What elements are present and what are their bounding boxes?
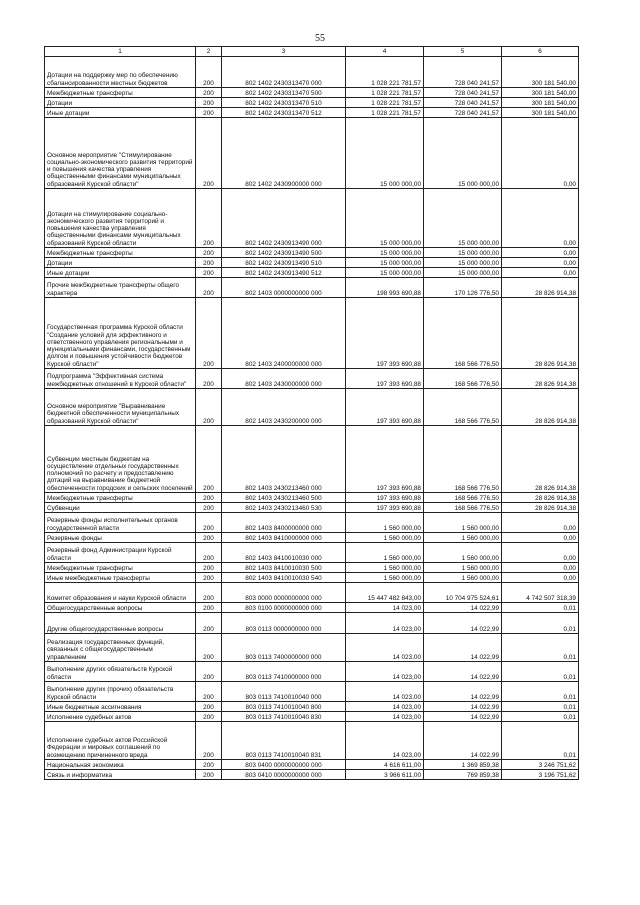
column-header: 4 xyxy=(346,47,424,57)
row-name-cell: Иные бюджетные ассигнования xyxy=(45,702,196,712)
table-row xyxy=(45,533,579,543)
table-row xyxy=(45,118,579,189)
table-header-row xyxy=(45,47,579,57)
row-code-cell: 803 0113 7410010040 831 xyxy=(222,722,346,760)
table-row xyxy=(45,108,579,118)
row-admin-cell: 200 xyxy=(196,248,222,258)
row-admin-cell: 200 xyxy=(196,722,222,760)
row-value-5-cell: 14 022,99 xyxy=(424,702,502,712)
row-code-cell: 803 0400 0000000000 000 xyxy=(222,760,346,770)
row-value-4-cell: 14 023,00 xyxy=(346,702,424,712)
column-header: 1 xyxy=(45,47,196,57)
row-value-6-cell: 300 181 540,00 xyxy=(502,98,579,108)
table-row xyxy=(45,563,579,573)
row-name-cell: Дотации xyxy=(45,98,196,108)
row-value-4-cell: 14 023,00 xyxy=(346,722,424,760)
row-code-cell: 803 0113 7410010040 800 xyxy=(222,702,346,712)
table-row xyxy=(45,493,579,503)
row-value-6-cell: 3 196 751,62 xyxy=(502,770,579,780)
row-admin-cell: 200 xyxy=(196,258,222,268)
table-row xyxy=(45,634,579,662)
row-admin-cell: 200 xyxy=(196,118,222,189)
row-code-cell: 802 1403 2400000000 000 xyxy=(222,298,346,369)
row-admin-cell: 200 xyxy=(196,533,222,543)
row-code-cell: 802 1402 2430313470 000 xyxy=(222,57,346,88)
row-name-cell: Выполнение других (прочих) обязательств Курской области xyxy=(45,682,196,702)
row-value-4-cell: 14 023,00 xyxy=(346,634,424,662)
row-value-5-cell: 1 560 000,00 xyxy=(424,563,502,573)
row-admin-cell: 200 xyxy=(196,543,222,563)
row-value-5-cell: 1 560 000,00 xyxy=(424,513,502,533)
row-value-4-cell: 15 447 482 843,00 xyxy=(346,583,424,603)
row-name-cell: Субвенции местным бюджетам на осуществление отдельных государственных полномочий по расчету и предоставлению дотаций на выравнивание бюджетной обеспеченности городских и сельских поселений xyxy=(45,426,196,493)
row-value-5-cell: 14 022,99 xyxy=(424,662,502,682)
row-value-6-cell: 0,00 xyxy=(502,513,579,533)
table-row xyxy=(45,98,579,108)
row-value-5-cell: 168 566 776,50 xyxy=(424,493,502,503)
row-name-cell: Реализация государственных функций, связанных с общегосударственным управлением xyxy=(45,634,196,662)
row-admin-cell: 200 xyxy=(196,108,222,118)
row-value-5-cell: 14 022,99 xyxy=(424,712,502,722)
row-code-cell: 802 1403 0000000000 000 xyxy=(222,278,346,298)
row-value-5-cell: 168 566 776,50 xyxy=(424,369,502,389)
row-code-cell: 802 1403 8410010030 500 xyxy=(222,563,346,573)
table-body xyxy=(45,57,579,780)
row-name-cell: Резервные фонды исполнительных органов государственной власти xyxy=(45,513,196,533)
row-value-5-cell: 769 859,38 xyxy=(424,770,502,780)
row-value-6-cell: 0,00 xyxy=(502,248,579,258)
row-code-cell: 802 1402 2430313470 500 xyxy=(222,88,346,98)
row-name-cell: Исполнение судебных актов Российской Федерации и мировых соглашений по возмещению причиненного вреда xyxy=(45,722,196,760)
row-value-4-cell: 197 393 690,88 xyxy=(346,426,424,493)
table-row xyxy=(45,258,579,268)
row-value-5-cell: 14 022,99 xyxy=(424,634,502,662)
row-value-5-cell: 14 022,99 xyxy=(424,603,502,613)
row-value-4-cell: 1 560 000,00 xyxy=(346,563,424,573)
row-name-cell: Иные дотации xyxy=(45,268,196,278)
row-value-6-cell: 0,01 xyxy=(502,603,579,613)
row-value-4-cell: 1 028 221 781,57 xyxy=(346,88,424,98)
row-value-6-cell: 0,00 xyxy=(502,258,579,268)
row-value-4-cell: 14 023,00 xyxy=(346,682,424,702)
row-value-4-cell: 3 966 611,00 xyxy=(346,770,424,780)
row-admin-cell: 200 xyxy=(196,57,222,88)
row-admin-cell: 200 xyxy=(196,662,222,682)
row-value-6-cell: 300 181 540,00 xyxy=(502,88,579,98)
row-code-cell: 802 1403 2430213460 530 xyxy=(222,503,346,513)
row-value-5-cell: 168 566 776,50 xyxy=(424,503,502,513)
row-value-6-cell: 0,01 xyxy=(502,712,579,722)
table-row xyxy=(45,268,579,278)
row-name-cell: Основное мероприятие "Стимулирование социально-экономического развития территорий и повышения качества управления общественными финансами муниципальных образований Курской области" xyxy=(45,118,196,189)
row-value-4-cell: 14 023,00 xyxy=(346,603,424,613)
row-value-6-cell: 0,00 xyxy=(502,563,579,573)
row-value-4-cell: 197 393 690,88 xyxy=(346,298,424,369)
row-name-cell: Межбюджетные трансферты xyxy=(45,88,196,98)
row-value-6-cell: 28 826 914,38 xyxy=(502,389,579,426)
row-code-cell: 802 1403 2430213460 000 xyxy=(222,426,346,493)
row-value-6-cell: 0,00 xyxy=(502,118,579,189)
row-value-6-cell: 0,00 xyxy=(502,533,579,543)
row-value-6-cell: 3 246 751,62 xyxy=(502,760,579,770)
row-name-cell: Резервные фонды xyxy=(45,533,196,543)
row-name-cell: Прочие межбюджетные трансферты общего характера xyxy=(45,278,196,298)
row-name-cell: Национальная экономика xyxy=(45,760,196,770)
row-name-cell: Межбюджетные трансферты xyxy=(45,493,196,503)
table-row xyxy=(45,513,579,533)
row-name-cell: Иные дотации xyxy=(45,108,196,118)
row-code-cell: 802 1402 2430913490 000 xyxy=(222,189,346,248)
row-admin-cell: 200 xyxy=(196,88,222,98)
row-value-4-cell: 1 560 000,00 xyxy=(346,513,424,533)
row-value-6-cell: 0,01 xyxy=(502,662,579,682)
row-admin-cell: 200 xyxy=(196,369,222,389)
row-name-cell: Дотации на поддержку мер по обеспечению сбалансированности местных бюджетов xyxy=(45,57,196,88)
table-row xyxy=(45,189,579,248)
table-row xyxy=(45,770,579,780)
row-value-4-cell: 14 023,00 xyxy=(346,662,424,682)
table-row xyxy=(45,543,579,563)
row-value-6-cell: 4 742 507 318,39 xyxy=(502,583,579,603)
row-code-cell: 803 0100 0000000000 000 xyxy=(222,603,346,613)
row-value-5-cell: 1 560 000,00 xyxy=(424,533,502,543)
row-name-cell: Межбюджетные трансферты xyxy=(45,248,196,258)
row-admin-cell: 200 xyxy=(196,493,222,503)
row-admin-cell: 200 xyxy=(196,513,222,533)
row-value-4-cell: 4 616 611,00 xyxy=(346,760,424,770)
row-value-5-cell: 14 022,99 xyxy=(424,682,502,702)
row-admin-cell: 200 xyxy=(196,98,222,108)
table-row xyxy=(45,662,579,682)
row-value-5-cell: 15 000 000,00 xyxy=(424,248,502,258)
row-admin-cell: 200 xyxy=(196,503,222,513)
budget-table xyxy=(44,46,579,780)
row-code-cell: 802 1403 8400000000 000 xyxy=(222,513,346,533)
row-value-6-cell: 0,01 xyxy=(502,613,579,634)
row-value-6-cell: 0,01 xyxy=(502,702,579,712)
row-code-cell: 802 1402 2430900000 000 xyxy=(222,118,346,189)
row-name-cell: Связь и информатика xyxy=(45,770,196,780)
row-code-cell: 802 1403 2430213460 500 xyxy=(222,493,346,503)
row-admin-cell: 200 xyxy=(196,682,222,702)
row-value-5-cell: 1 560 000,00 xyxy=(424,573,502,583)
row-value-4-cell: 197 393 690,88 xyxy=(346,389,424,426)
row-value-4-cell: 15 000 000,00 xyxy=(346,189,424,248)
page-number: 55 xyxy=(315,33,325,44)
row-name-cell: Подпрограмма "Эффективная система межбюджетных отношений в Курской области" xyxy=(45,369,196,389)
row-value-4-cell: 14 023,00 xyxy=(346,712,424,722)
row-name-cell: Субвенции xyxy=(45,503,196,513)
row-admin-cell: 200 xyxy=(196,603,222,613)
row-admin-cell: 200 xyxy=(196,613,222,634)
row-admin-cell: 200 xyxy=(196,298,222,369)
row-name-cell: Иные межбюджетные трансферты xyxy=(45,573,196,583)
row-value-5-cell: 1 369 859,38 xyxy=(424,760,502,770)
row-value-6-cell: 28 826 914,38 xyxy=(502,369,579,389)
row-name-cell: Общегосударственные вопросы xyxy=(45,603,196,613)
table-row xyxy=(45,583,579,603)
row-code-cell: 802 1403 8410010030 540 xyxy=(222,573,346,583)
row-value-4-cell: 1 028 221 781,57 xyxy=(346,108,424,118)
row-admin-cell: 200 xyxy=(196,583,222,603)
row-value-4-cell: 1 560 000,00 xyxy=(346,573,424,583)
row-value-6-cell: 300 181 540,00 xyxy=(502,57,579,88)
row-name-cell: Государственная программа Курской области "Создание условий для эффективного и ответственного управления региональными и муниципальными финансами, государственным долгом и повышения устойчивости бюджетов Курской области" xyxy=(45,298,196,369)
row-code-cell: 802 1402 2430313470 510 xyxy=(222,98,346,108)
column-header: 5 xyxy=(424,47,502,57)
table-row xyxy=(45,722,579,760)
row-admin-cell: 200 xyxy=(196,278,222,298)
row-value-6-cell: 0,00 xyxy=(502,189,579,248)
table-row xyxy=(45,88,579,98)
row-code-cell: 803 0113 7410010040 000 xyxy=(222,682,346,702)
row-code-cell: 803 0113 7410010040 830 xyxy=(222,712,346,722)
row-value-6-cell: 300 181 540,00 xyxy=(502,108,579,118)
row-admin-cell: 200 xyxy=(196,426,222,493)
row-value-4-cell: 1 028 221 781,57 xyxy=(346,57,424,88)
row-value-5-cell: 10 704 975 524,61 xyxy=(424,583,502,603)
row-code-cell: 803 0000 0000000000 000 xyxy=(222,583,346,603)
row-value-5-cell: 728 040 241,57 xyxy=(424,88,502,98)
row-admin-cell: 200 xyxy=(196,573,222,583)
row-value-6-cell: 28 826 914,38 xyxy=(502,298,579,369)
row-value-4-cell: 1 560 000,00 xyxy=(346,543,424,563)
column-header: 6 xyxy=(502,47,579,57)
table-row xyxy=(45,573,579,583)
table-row xyxy=(45,369,579,389)
table-row xyxy=(45,248,579,258)
row-value-5-cell: 1 560 000,00 xyxy=(424,543,502,563)
row-name-cell: Исполнение судебных актов xyxy=(45,712,196,722)
row-name-cell: Комитет образования и науки Курской области xyxy=(45,583,196,603)
row-code-cell: 802 1403 2430200000 000 xyxy=(222,389,346,426)
row-admin-cell: 200 xyxy=(196,268,222,278)
row-value-6-cell: 0,00 xyxy=(502,543,579,563)
row-value-4-cell: 15 000 000,00 xyxy=(346,258,424,268)
row-admin-cell: 200 xyxy=(196,712,222,722)
row-code-cell: 803 0410 0000000000 000 xyxy=(222,770,346,780)
table-row xyxy=(45,603,579,613)
row-value-5-cell: 14 022,99 xyxy=(424,722,502,760)
row-value-6-cell: 0,01 xyxy=(502,682,579,702)
row-value-5-cell: 170 126 776,50 xyxy=(424,278,502,298)
row-code-cell: 802 1403 2430000000 000 xyxy=(222,369,346,389)
row-value-5-cell: 728 040 241,57 xyxy=(424,108,502,118)
row-value-6-cell: 28 826 914,38 xyxy=(502,493,579,503)
row-code-cell: 802 1402 2430913490 500 xyxy=(222,248,346,258)
row-value-5-cell: 15 000 000,00 xyxy=(424,258,502,268)
row-code-cell: 802 1402 2430313470 512 xyxy=(222,108,346,118)
row-value-5-cell: 168 566 776,50 xyxy=(424,426,502,493)
table-row xyxy=(45,760,579,770)
row-value-6-cell: 0,00 xyxy=(502,573,579,583)
row-value-5-cell: 728 040 241,57 xyxy=(424,57,502,88)
row-admin-cell: 200 xyxy=(196,563,222,573)
row-value-5-cell: 15 000 000,00 xyxy=(424,268,502,278)
row-value-5-cell: 728 040 241,57 xyxy=(424,98,502,108)
table-row xyxy=(45,426,579,493)
table-row xyxy=(45,712,579,722)
row-name-cell: Основное мероприятие "Выравнивание бюджетной обеспеченности муниципальных образований Курской области" xyxy=(45,389,196,426)
row-name-cell: Резервный фонд Администрации Курской области xyxy=(45,543,196,563)
row-code-cell: 802 1402 2430913490 510 xyxy=(222,258,346,268)
row-code-cell: 803 0113 7410000000 000 xyxy=(222,662,346,682)
row-name-cell: Выполнение других обязательств Курской области xyxy=(45,662,196,682)
row-value-4-cell: 15 000 000,00 xyxy=(346,248,424,258)
row-value-4-cell: 197 393 690,88 xyxy=(346,369,424,389)
row-value-5-cell: 168 566 776,50 xyxy=(424,389,502,426)
row-value-6-cell: 0,01 xyxy=(502,634,579,662)
row-value-5-cell: 15 000 000,00 xyxy=(424,118,502,189)
row-value-4-cell: 15 000 000,00 xyxy=(346,268,424,278)
row-code-cell: 802 1403 8410010030 000 xyxy=(222,543,346,563)
row-value-4-cell: 197 393 690,88 xyxy=(346,503,424,513)
table-row xyxy=(45,278,579,298)
row-admin-cell: 200 xyxy=(196,389,222,426)
row-value-6-cell: 28 826 914,38 xyxy=(502,426,579,493)
row-admin-cell: 200 xyxy=(196,770,222,780)
row-value-5-cell: 15 000 000,00 xyxy=(424,189,502,248)
table-row xyxy=(45,613,579,634)
row-name-cell: Другие общегосударственные вопросы xyxy=(45,613,196,634)
row-code-cell: 803 0113 7400000000 000 xyxy=(222,634,346,662)
row-name-cell: Дотации xyxy=(45,258,196,268)
column-header: 3 xyxy=(222,47,346,57)
row-value-6-cell: 28 826 914,38 xyxy=(502,503,579,513)
row-admin-cell: 200 xyxy=(196,189,222,248)
table-row xyxy=(45,503,579,513)
row-value-5-cell: 168 566 776,50 xyxy=(424,298,502,369)
table-row xyxy=(45,702,579,712)
row-value-4-cell: 1 560 000,00 xyxy=(346,533,424,543)
row-value-5-cell: 14 022,99 xyxy=(424,613,502,634)
table-row xyxy=(45,298,579,369)
column-header: 2 xyxy=(196,47,222,57)
row-value-4-cell: 15 000 000,00 xyxy=(346,118,424,189)
row-value-6-cell: 0,01 xyxy=(502,722,579,760)
row-value-6-cell: 0,00 xyxy=(502,268,579,278)
row-admin-cell: 200 xyxy=(196,634,222,662)
row-value-4-cell: 197 393 690,88 xyxy=(346,493,424,503)
row-value-4-cell: 198 993 690,88 xyxy=(346,278,424,298)
row-code-cell: 802 1403 8410000000 000 xyxy=(222,533,346,543)
row-name-cell: Межбюджетные трансферты xyxy=(45,563,196,573)
row-value-4-cell: 14 023,00 xyxy=(346,613,424,634)
row-value-4-cell: 1 028 221 781,57 xyxy=(346,98,424,108)
row-name-cell: Дотации на стимулирование социально-экономического развития территорий и повышения качества управления общественными финансами муниципальных образований Курской области xyxy=(45,189,196,248)
row-admin-cell: 200 xyxy=(196,702,222,712)
row-admin-cell: 200 xyxy=(196,760,222,770)
table-row xyxy=(45,389,579,426)
row-code-cell: 803 0113 0000000000 000 xyxy=(222,613,346,634)
row-code-cell: 802 1402 2430913490 512 xyxy=(222,268,346,278)
row-value-6-cell: 28 826 914,38 xyxy=(502,278,579,298)
table-row xyxy=(45,682,579,702)
table-row xyxy=(45,57,579,88)
